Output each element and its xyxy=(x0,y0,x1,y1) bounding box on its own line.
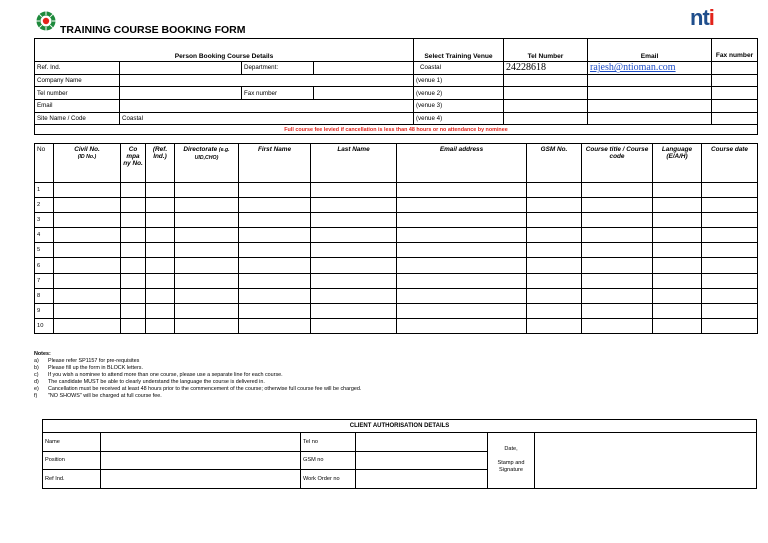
venue-1-email[interactable] xyxy=(588,74,712,87)
note-item: e) Cancellation must be received at least 48 hours prior to the commencement of the course; otherwise full course fee will be charged. xyxy=(34,386,362,392)
company-row xyxy=(35,74,758,87)
nominee-cell[interactable] xyxy=(239,288,311,303)
venue-1-option[interactable]: (venue 1) xyxy=(414,74,504,87)
notes-section xyxy=(34,351,734,400)
nominee-cell[interactable] xyxy=(527,273,582,288)
note-item: f) "NO SHOWS" will be charged at full course fee. xyxy=(34,393,162,399)
table-row xyxy=(35,213,758,228)
nominee-cell[interactable] xyxy=(311,183,397,198)
col-civil-no: Civil No. (ID No.) xyxy=(54,144,121,183)
nominee-cell[interactable] xyxy=(527,318,582,333)
nominee-cell[interactable] xyxy=(527,183,582,198)
nominee-cell[interactable] xyxy=(54,213,121,228)
nominee-cell[interactable] xyxy=(653,303,702,318)
email-field[interactable] xyxy=(120,100,414,113)
nominee-cell[interactable] xyxy=(146,273,175,288)
venue-4-fax[interactable] xyxy=(712,112,758,125)
nominee-cell[interactable] xyxy=(702,183,758,198)
site-field[interactable]: Coastal xyxy=(120,112,414,125)
ref-row xyxy=(35,62,758,75)
tel-field[interactable] xyxy=(120,87,242,100)
nominee-cell[interactable] xyxy=(175,258,239,273)
nominee-cell[interactable] xyxy=(702,243,758,258)
nominee-cell[interactable] xyxy=(702,258,758,273)
tel-number-value: 24228618 xyxy=(504,62,588,75)
company-label: Company Name xyxy=(35,74,120,87)
nominee-cell[interactable] xyxy=(702,213,758,228)
nominee-cell[interactable] xyxy=(582,303,653,318)
col-ref-ind: (Ref. Ind.) xyxy=(146,144,175,183)
auth-gsm-label: GSM no xyxy=(301,451,356,470)
site-row xyxy=(35,112,758,125)
nominee-cell[interactable] xyxy=(121,183,146,198)
note-item: b) Please fill up the form in BLOCK letters. xyxy=(34,365,143,371)
nominee-cell[interactable] xyxy=(397,273,527,288)
auth-name-label: Name xyxy=(43,433,101,452)
auth-ref-field[interactable] xyxy=(101,470,301,489)
table-row xyxy=(35,258,758,273)
nominee-cell[interactable] xyxy=(54,258,121,273)
nominee-cell[interactable] xyxy=(397,288,527,303)
nominee-cell[interactable] xyxy=(146,303,175,318)
nominee-cell[interactable] xyxy=(397,303,527,318)
col-company-no: Co mpa ny No. xyxy=(121,144,146,183)
nominee-cell[interactable] xyxy=(527,243,582,258)
note-item: d) The candidate MUST be able to clearly understand the language the course is delivered in. xyxy=(34,379,265,385)
nominee-cell[interactable] xyxy=(582,243,653,258)
nominee-cell[interactable] xyxy=(54,243,121,258)
venue-2-email[interactable] xyxy=(588,87,712,100)
row-number: 6 xyxy=(35,258,54,273)
row-number: 3 xyxy=(35,213,54,228)
form-title: TRAINING COURSE BOOKING FORM xyxy=(60,24,246,36)
client-authorisation-table xyxy=(42,419,757,489)
nominee-cell[interactable] xyxy=(397,198,527,213)
venue-3-tel[interactable] xyxy=(504,100,588,113)
nominee-cell[interactable] xyxy=(121,303,146,318)
email-header: Email xyxy=(588,39,712,62)
nominee-cell[interactable] xyxy=(146,183,175,198)
nominee-cell[interactable] xyxy=(653,258,702,273)
nominee-cell[interactable] xyxy=(527,288,582,303)
nominee-cell[interactable] xyxy=(175,228,239,243)
department-label: Department: xyxy=(242,62,314,75)
nominee-cell[interactable] xyxy=(397,213,527,228)
nominee-cell[interactable] xyxy=(239,273,311,288)
nominee-header-row xyxy=(35,144,758,183)
notes-title: Notes: xyxy=(34,351,51,357)
company-field[interactable] xyxy=(120,74,414,87)
venue-1-fax[interactable] xyxy=(712,74,758,87)
row-number: 1 xyxy=(35,183,54,198)
nominee-cell[interactable] xyxy=(121,228,146,243)
nominee-cell[interactable] xyxy=(702,303,758,318)
cancellation-notice: Full course fee levied if cancellation is less than 48 hours or no attendance by nominee xyxy=(35,125,758,135)
auth-ref-label: Ref Ind. xyxy=(43,470,101,489)
venue-coastal-option[interactable]: Coastal xyxy=(414,62,504,75)
fax-field[interactable] xyxy=(314,87,414,100)
site-label: Site Name / Code xyxy=(35,112,120,125)
nominee-cell[interactable] xyxy=(311,243,397,258)
nti-logo: nti xyxy=(690,5,714,30)
nominee-cell[interactable] xyxy=(527,228,582,243)
nominee-cell[interactable] xyxy=(175,288,239,303)
tel-header: Tel Number xyxy=(504,39,588,62)
email-link[interactable]: rajesh@ntioman.com xyxy=(588,62,712,75)
nominee-cell[interactable] xyxy=(311,228,397,243)
nominee-cell[interactable] xyxy=(54,183,121,198)
top-header-row xyxy=(35,39,758,62)
notice-row xyxy=(35,125,758,135)
col-email-address: Email address xyxy=(397,144,527,183)
nominee-cell[interactable] xyxy=(397,243,527,258)
nominee-cell[interactable] xyxy=(54,198,121,213)
venue-header: Select Training Venue xyxy=(414,39,504,62)
row-number: 9 xyxy=(35,303,54,318)
nominee-cell[interactable] xyxy=(175,243,239,258)
nominee-cell[interactable] xyxy=(146,258,175,273)
email-row xyxy=(35,100,758,113)
table-row xyxy=(35,303,758,318)
nominee-cell[interactable] xyxy=(397,228,527,243)
nominee-cell[interactable] xyxy=(146,228,175,243)
nominee-cell[interactable] xyxy=(397,183,527,198)
nominee-cell[interactable] xyxy=(175,303,239,318)
nominee-cell[interactable] xyxy=(582,213,653,228)
col-last-name: Last Name xyxy=(311,144,397,183)
nominee-cell[interactable] xyxy=(397,258,527,273)
auth-name-field[interactable] xyxy=(101,433,301,452)
auth-signature-field[interactable] xyxy=(535,433,757,489)
auth-tel-field[interactable] xyxy=(356,433,488,452)
col-first-name: First Name xyxy=(239,144,311,183)
nominee-cell[interactable] xyxy=(311,288,397,303)
auth-work-order-label: Work Order no xyxy=(301,470,356,489)
fax-value[interactable] xyxy=(712,62,758,75)
nominee-cell[interactable] xyxy=(702,273,758,288)
auth-title: CLIENT AUTHORISATION DETAILS xyxy=(43,420,757,433)
venue-2-option[interactable]: (venue 2) xyxy=(414,87,504,100)
nominee-cell[interactable] xyxy=(527,258,582,273)
fax-label: Fax number xyxy=(242,87,314,100)
nominee-cell[interactable] xyxy=(311,213,397,228)
row-number: 5 xyxy=(35,243,54,258)
nominee-cell[interactable] xyxy=(582,318,653,333)
row-number: 8 xyxy=(35,288,54,303)
nominee-cell[interactable] xyxy=(121,288,146,303)
tel-label: Tel number xyxy=(35,87,120,100)
nominee-cell[interactable] xyxy=(175,273,239,288)
auth-row-name xyxy=(43,433,757,452)
auth-position-field[interactable] xyxy=(101,451,301,470)
nominee-cell[interactable] xyxy=(121,198,146,213)
venue-4-option[interactable]: (venue 4) xyxy=(414,112,504,125)
venue-4-tel[interactable] xyxy=(504,112,588,125)
nominee-cell[interactable] xyxy=(121,318,146,333)
col-language: Language (E/A/H) xyxy=(653,144,702,183)
auth-tel-label: Tel no xyxy=(301,433,356,452)
nominee-cell[interactable] xyxy=(239,243,311,258)
venue-3-fax[interactable] xyxy=(712,100,758,113)
table-row xyxy=(35,288,758,303)
table-row xyxy=(35,183,758,198)
note-item: a) Please refer SP1157 for pre-requisites xyxy=(34,358,140,364)
venue-3-option[interactable]: (venue 3) xyxy=(414,100,504,113)
nominee-cell[interactable] xyxy=(239,213,311,228)
nominee-cell[interactable] xyxy=(582,198,653,213)
auth-work-order-field[interactable] xyxy=(356,470,488,489)
venue-3-email[interactable] xyxy=(588,100,712,113)
nominee-cell[interactable] xyxy=(54,273,121,288)
col-course-date: Course date xyxy=(702,144,758,183)
nominee-cell[interactable] xyxy=(121,258,146,273)
note-item: c) If you wish a nominee to attend more than one course, please use a separate line for each course. xyxy=(34,372,283,378)
venue-2-tel[interactable] xyxy=(504,87,588,100)
nominee-cell[interactable] xyxy=(239,198,311,213)
booking-details-table xyxy=(34,38,758,135)
nominee-cell[interactable] xyxy=(175,318,239,333)
row-number: 4 xyxy=(35,228,54,243)
nominee-cell[interactable] xyxy=(653,243,702,258)
table-row xyxy=(35,318,758,333)
nominee-cell[interactable] xyxy=(653,288,702,303)
col-directorate: Directorate (e.g. UID,CHO) xyxy=(175,144,239,183)
nominee-cell[interactable] xyxy=(582,183,653,198)
nominee-cell[interactable] xyxy=(653,273,702,288)
nominee-cell[interactable] xyxy=(653,198,702,213)
nominee-cell[interactable] xyxy=(54,288,121,303)
nominee-cell[interactable] xyxy=(146,213,175,228)
nominee-cell[interactable] xyxy=(239,303,311,318)
nominee-cell[interactable] xyxy=(582,288,653,303)
nominee-cell[interactable] xyxy=(702,198,758,213)
nominee-cell[interactable] xyxy=(239,258,311,273)
col-course-title: Course title / Course code xyxy=(582,144,653,183)
nominee-cell[interactable] xyxy=(239,228,311,243)
venue-4-email[interactable] xyxy=(588,112,712,125)
nominee-cell[interactable] xyxy=(582,228,653,243)
nominee-cell[interactable] xyxy=(311,198,397,213)
table-row xyxy=(35,198,758,213)
nominee-cell[interactable] xyxy=(311,273,397,288)
ref-label: Ref. Ind. xyxy=(35,62,120,75)
table-row xyxy=(35,273,758,288)
nominee-cell[interactable] xyxy=(121,243,146,258)
nominee-cell[interactable] xyxy=(702,318,758,333)
venue-1-tel[interactable] xyxy=(504,74,588,87)
email-label: Email xyxy=(35,100,120,113)
auth-gsm-field[interactable] xyxy=(356,451,488,470)
nominee-cell[interactable] xyxy=(54,303,121,318)
table-row xyxy=(35,228,758,243)
nominee-cell[interactable] xyxy=(582,258,653,273)
nominee-cell[interactable] xyxy=(527,213,582,228)
nominee-cell[interactable] xyxy=(702,288,758,303)
row-number: 2 xyxy=(35,198,54,213)
table-row xyxy=(35,243,758,258)
nominee-cell[interactable] xyxy=(653,183,702,198)
nominee-cell[interactable] xyxy=(54,228,121,243)
nominee-cell[interactable] xyxy=(653,318,702,333)
department-field[interactable] xyxy=(314,62,414,75)
nominee-cell[interactable] xyxy=(311,318,397,333)
nominee-cell[interactable] xyxy=(239,318,311,333)
nominee-cell[interactable] xyxy=(582,273,653,288)
row-number: 7 xyxy=(35,273,54,288)
col-gsm: GSM No. xyxy=(527,144,582,183)
nominee-cell[interactable] xyxy=(146,318,175,333)
auth-position-label: Position xyxy=(43,451,101,470)
auth-stamp-label: Date, Stamp and Signature xyxy=(488,433,535,489)
nominee-cell[interactable] xyxy=(527,198,582,213)
nominee-cell[interactable] xyxy=(311,258,397,273)
nominee-cell[interactable] xyxy=(54,318,121,333)
nominee-cell[interactable] xyxy=(146,243,175,258)
nominee-cell[interactable] xyxy=(175,213,239,228)
nominee-cell[interactable] xyxy=(397,318,527,333)
nominee-cell[interactable] xyxy=(121,273,146,288)
nominee-cell[interactable] xyxy=(239,183,311,198)
nominee-cell[interactable] xyxy=(175,183,239,198)
nominee-cell[interactable] xyxy=(175,198,239,213)
company-logo-icon xyxy=(36,11,56,31)
tel-row xyxy=(35,87,758,100)
nominee-cell[interactable] xyxy=(311,303,397,318)
ref-field[interactable] xyxy=(120,62,242,75)
nominee-cell[interactable] xyxy=(702,228,758,243)
col-no: No xyxy=(35,144,54,183)
row-number: 10 xyxy=(35,318,54,333)
nominee-cell[interactable] xyxy=(121,213,146,228)
nominee-cell[interactable] xyxy=(146,288,175,303)
venue-2-fax[interactable] xyxy=(712,87,758,100)
nominee-cell[interactable] xyxy=(146,198,175,213)
nominee-cell[interactable] xyxy=(653,213,702,228)
person-booking-header: Person Booking Course Details xyxy=(35,39,414,62)
fax-header: Fax number xyxy=(712,39,758,62)
nominee-cell[interactable] xyxy=(527,303,582,318)
nominee-cell[interactable] xyxy=(653,228,702,243)
nominee-table xyxy=(34,143,758,334)
